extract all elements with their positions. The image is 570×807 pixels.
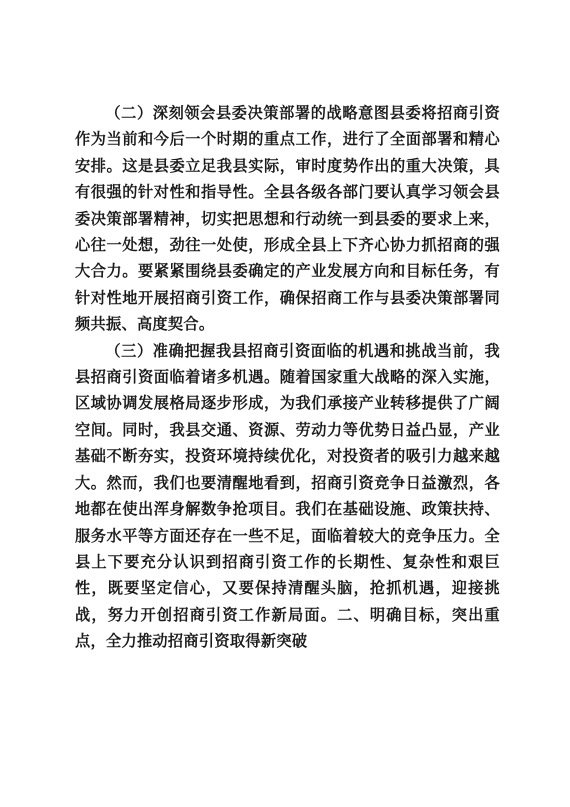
paragraph-section-2: （二）深刻领会县委决策部署的战略意图县委将招商引资作为当前和今后一个时期的重点工作，进行了全面部署和精心安排。这是县委立足我县实际，审时度势作出的重大决策，具有很强的针对性和指导性。全县各级各部门要认真学习领会县委决策部署精神，切实把思想和行动统一到县委的要求上来，心往一处想，劲往一处使，形成全县上下齐心协力抓招商的强大合力。要紧紧围绕县委确定的产业发展方向和目标任务，有针对性地开展招商引资工作，确保招商工作与县委决策部署同频共振、高度契合。 — [75, 104, 500, 334]
paragraph-section-3: （三）准确把握我县招商引资面临的机遇和挑战当前，我县招商引资面临着诸多机遇。随着国家重大战略的深入实施，区域协调发展格局逐步形成，为我们承接产业转移提供了广阔空间。同时，我县交通、资源、劳动力等优势日益凸显，产业基础不断夯实，投资环境持续优化，对投资者的吸引力越来越大。然而，我们也要清醒地看到，招商引资竞争日益激烈，各地都在使出浑身解数争抢项目。我们在基础设施、政策扶持、服务水平等方面还存在一些不足，面临着较大的竞争压力。全县上下要充分认识到招商引资工作的长期性、复杂性和艰巨性，既要坚定信心，又要保持清醒头脑，抢抓机遇，迎接挑战，努力开创招商引资工作新局面。二、明确目标，突出重点，全力推动招商引资取得新突破 — [75, 341, 500, 651]
document-body — [75, 100, 500, 655]
